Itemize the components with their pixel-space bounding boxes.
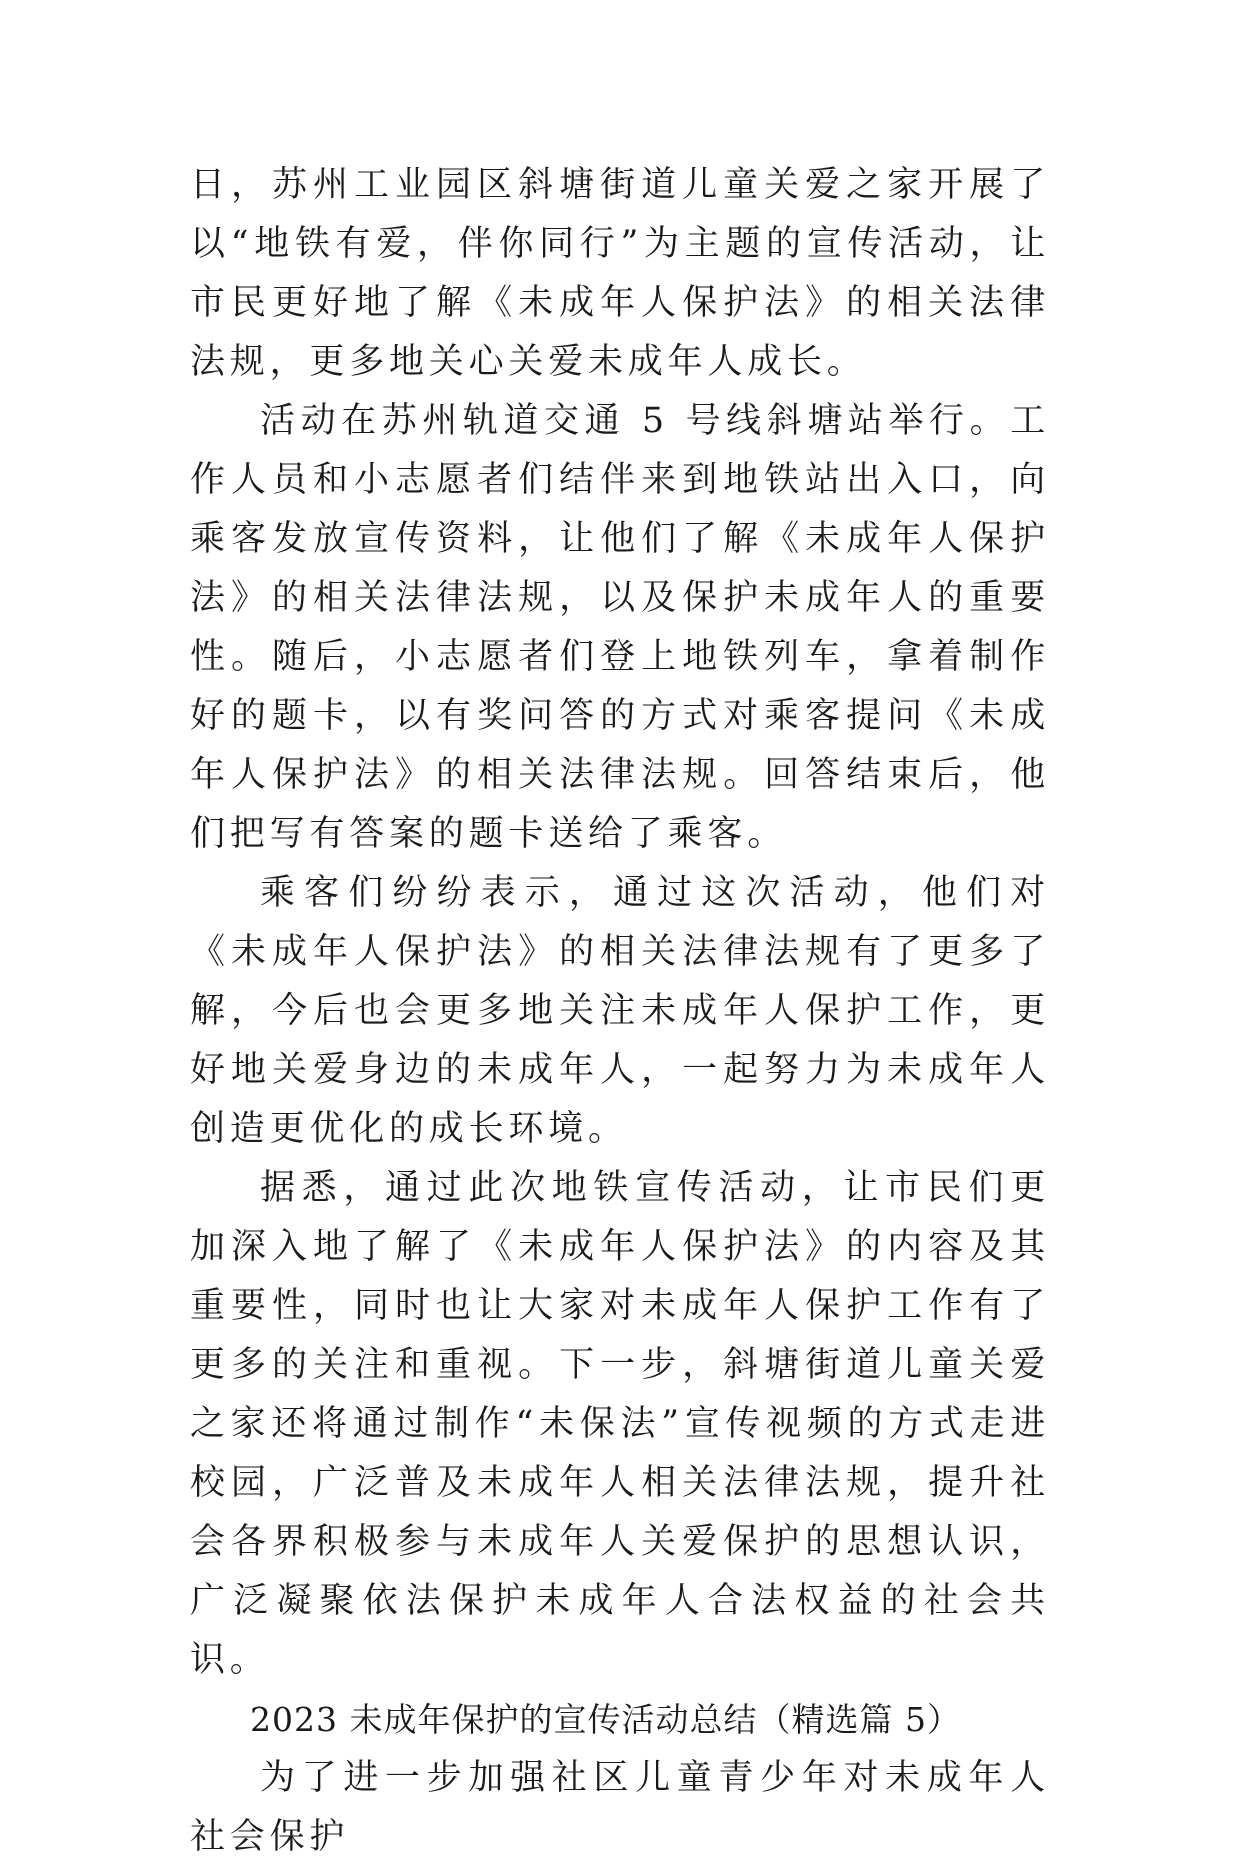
paragraph-next-steps: 据悉，通过此次地铁宣传活动，让市民们更加深入地了解了《未成年人保护法》的内容及其重要性，同时也让大家对未成年人保护工作有了更多的关注和重视。下一步，斜塘街道儿童关爱之家还将通过制作“未保法”宣传视频的方式走进校园，广泛普及未成年人相关法律法规，提升社会各界积极参与未成年人关爱保护的思想认识，广泛凝聚依法保护未成年人合法权益的社会共识。 [190,1168,1050,1680]
paragraph-activity-details: 活动在苏州轨道交通 5 号线斜塘站举行。工作人员和小志愿者们结伴来到地铁站出入口，向乘客发放宣传资料，让他们了解《未成年人保护法》的相关法律法规，以及保护未成年人的重要性。随后，小志愿者们登上地铁列车，拿着制作好的题卡，以有奖问答的方式对乘客提问《未成年人保护法》的相关法律法规。回答结束后，他们把写有答案的题卡送给了乘客。 [190,401,1050,854]
section-heading: 2023 未成年保护的宣传活动总结（精选篇 5） [250,1700,961,1739]
paragraph-section-5-opening: 为了进一步加强社区儿童青少年对未成年人社会保护 [190,1758,1050,1857]
document-body [190,156,1050,1867]
paragraph-continued-intro: 日，苏州工业园区斜塘街道儿童关爱之家开展了以“地铁有爱，伴你同行”为主题的宣传活动，让市民更好地了解《未成年人保护法》的相关法律法规，更多地关心关爱未成年人成长。 [190,165,1050,382]
paragraph-passenger-feedback: 乘客们纷纷表示，通过这次活动，他们对《未成年人保护法》的相关法律法规有了更多了解，今后也会更多地关注未成年人保护工作，更好地关爱身边的未成年人，一起努力为未成年人创造更优化的成长环境。 [190,873,1050,1149]
